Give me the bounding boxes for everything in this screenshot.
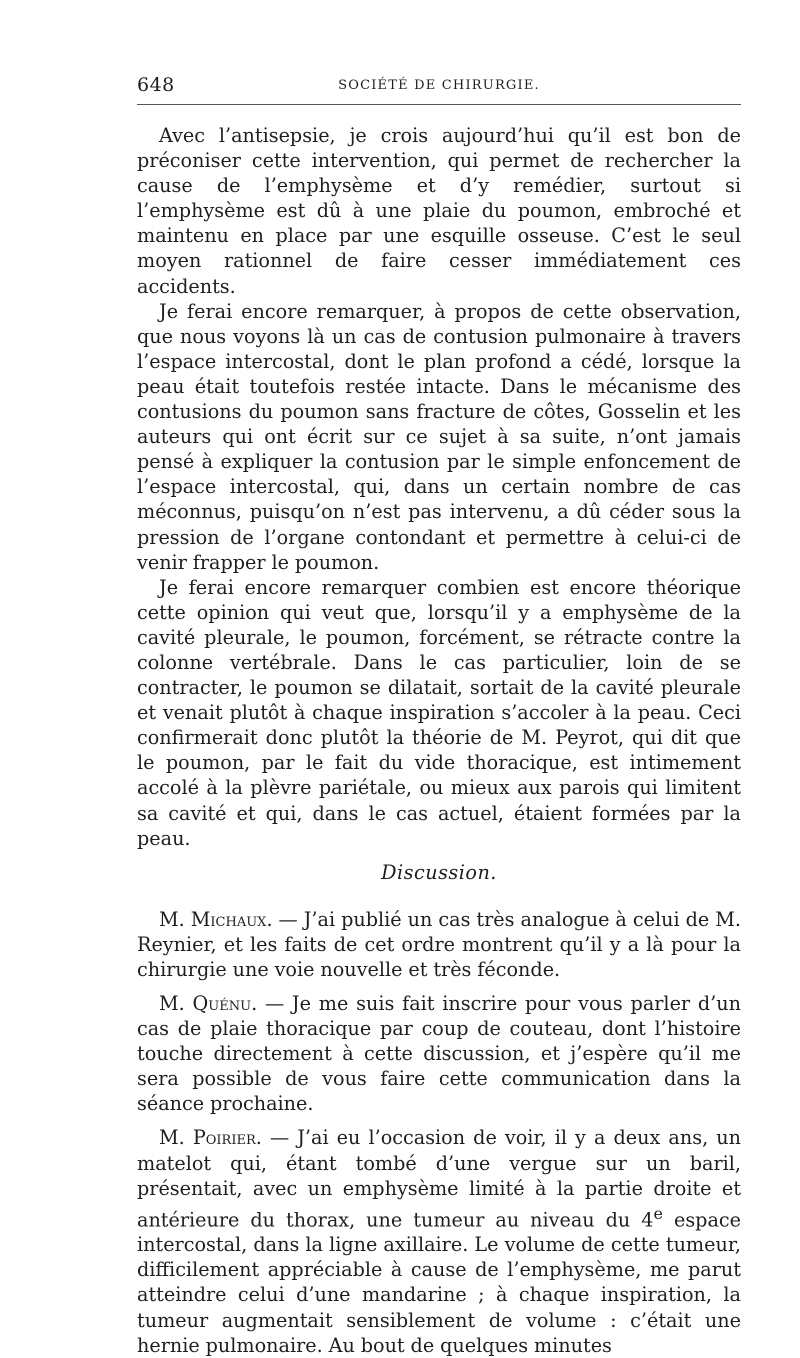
running-title: SOCIÉTÉ DE CHIRURGIE. — [338, 78, 540, 93]
speaker-prefix: M. — [159, 992, 193, 1015]
speaker-name: Poirier — [192, 1126, 256, 1150]
page-number: 648 — [137, 74, 175, 96]
header-rule — [137, 104, 741, 105]
speaker-prefix: M. — [159, 1126, 193, 1150]
body-text — [137, 123, 741, 1358]
intervention-michaux — [137, 907, 741, 982]
intervention-text-continued: espace intercostal, dans la ligne axillaire. Le volume de cette tumeur, difficilement appréciable à cause de l’emphysème, me parut atteindre celui d’une mandarine ; à chaque inspiration, la tumeur augmentait sensiblement de volume : c’était une hernie pulmonaire. Au bout de quelques minutes — [137, 1208, 741, 1357]
ordinal-superscript: e — [653, 1203, 663, 1223]
paragraph: Avec l’antisepsie, je crois aujourd’hui qu’il est bon de préconiser cette intervention, qui permet de rechercher la cause de l’emphysème et d’y remédier, surtout si l’emphysème est dû à une plaie du poumon, embroché et maintenu en place par une esquille osseuse. C’est le seul moyen rationnel de faire cesser immédiatement ces accidents. — [137, 124, 741, 298]
paragraph: Je ferai encore remarquer combien est encore théorique cette opinion qui veut que, lorsqu’il y a emphysème de la cavité pleurale, le poumon, forcément, se rétracte contre la colonne vertébrale. Dans le cas particulier, loin de se contracter, le poumon se dilatait, sortait de la cavité pleurale et venait plutôt à chaque inspiration s’accoler à la peau. Ceci confirmerait donc plutôt la théorie de M. Peyrot, qui dit que le poumon, par le fait du vide thoracique, est intimement accolé à la plèvre pariétale, ou mieux aux parois qui limitent sa cavité et qui, dans le cas actuel, étaient formées par la peau. — [137, 575, 741, 850]
intervention-quenu — [137, 991, 741, 1116]
intervention-poirier — [137, 1125, 741, 1357]
intervention-text: . — J’ai publié un cas très analogue à celui de M. Reynier, et les faits de cet ordre montrent qu’il y a là pour la chirurgie une voie nouvelle et très féconde. — [137, 907, 742, 981]
intervention-text: . — J’ai eu l’occasion de voir, il y a deux ans, un matelot qui, étant tombé d’une vergue sur un baril, présentait, avec un emphysème limité à la partie droite et antérieure du thorax, une tumeur au niveau du 4 — [137, 1126, 741, 1232]
paragraph: Je ferai encore remarquer, à propos de cette observation, que nous voyons là un cas de contusion pulmonaire à travers l’espace intercostal, dont le plan profond a cédé, lorsque la peau était toutefois restée intacte. Dans le mécanisme des contusions du poumon sans fracture de côtes, Gosselin et les auteurs qui ont écrit sur ce sujet à sa suite, n’ont jamais pensé à expliquer la contusion par le simple enfoncement de l’espace intercostal, qui, dans un certain nombre de cas méconnus, puisqu’on n’est pas intervenu, a dû céder sous la pression de l’organe contondant et permettre à celui-ci de venir frapper le poumon. — [137, 299, 741, 574]
page-header — [137, 74, 741, 102]
speaker-name: Michaux — [190, 907, 267, 931]
speaker-prefix: M. — [159, 907, 191, 931]
section-heading: Discussion. — [381, 860, 497, 884]
speaker-name: Quénu — [192, 992, 252, 1015]
intervention-text: . — Je me suis fait inscrire pour vous parler d’un cas de plaie thoracique par coup de couteau, dont l’histoire touche directement à cette discussion, et j’espère qu’il me sera possible de vous faire cette communication dans la séance prochaine. — [137, 992, 741, 1116]
